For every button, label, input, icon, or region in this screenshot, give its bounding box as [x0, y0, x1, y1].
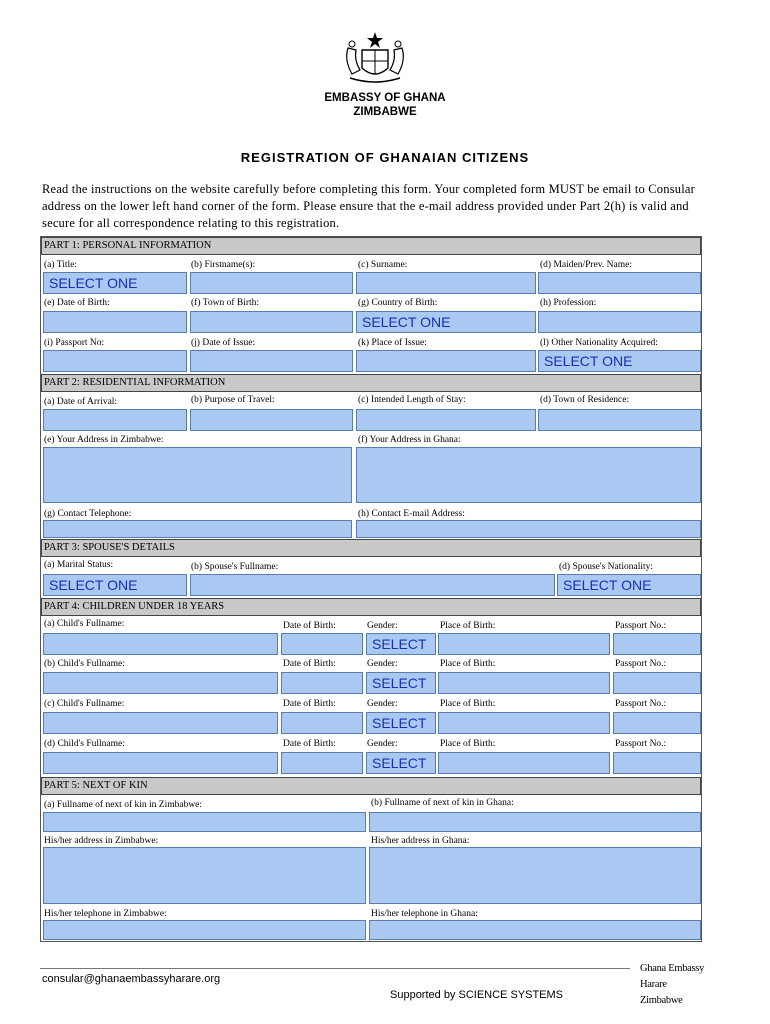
child-d-dob-label: Date of Birth:	[283, 739, 336, 749]
dob-input[interactable]	[43, 311, 187, 333]
child-b-gender-label: Gender:	[367, 659, 398, 669]
country-of-birth-select[interactable]: SELECT ONE	[356, 311, 536, 333]
embassy-name: EMBASSY OF GHANA	[324, 92, 446, 104]
child-d-gender-select[interactable]: SELECT	[366, 752, 436, 774]
arrival-date-label: (a) Date of Arrival:	[44, 397, 118, 407]
part3-heading: PART 3: SPOUSE'S DETAILS	[41, 539, 701, 557]
surname-input[interactable]	[356, 272, 536, 294]
date-of-issue-input[interactable]	[190, 350, 353, 372]
maiden-name-label: (d) Maiden/Prev. Name:	[540, 260, 632, 270]
kin-telephone-ghana-input[interactable]	[369, 920, 701, 940]
child-c-dob-label: Date of Birth:	[283, 699, 336, 709]
address-line-1: Ghana Embassy	[640, 963, 705, 974]
contact-email-label: (h) Contact E-mail Address:	[358, 509, 465, 519]
page-title: REGISTRATION OF GHANAIAN CITIZENS	[240, 150, 530, 165]
town-of-birth-input[interactable]	[190, 311, 353, 333]
other-nationality-select[interactable]: SELECT ONE	[538, 350, 701, 372]
part2-heading: PART 2: RESIDENTIAL INFORMATION	[41, 374, 701, 392]
child-b-dob-label: Date of Birth:	[283, 659, 336, 669]
child-a-passport-input[interactable]	[613, 633, 701, 655]
child-d-pob-input[interactable]	[438, 752, 610, 774]
child-a-dob-input[interactable]	[281, 633, 363, 655]
child-d-dob-input[interactable]	[281, 752, 363, 774]
child-d-label: (d) Child's Fullname:	[44, 739, 125, 749]
kin-ghana-input[interactable]	[369, 812, 701, 832]
passport-input[interactable]	[43, 350, 187, 372]
other-nationality-label: (l) Other Nationality Acquired:	[540, 338, 658, 348]
child-c-passport-label: Passport No.:	[615, 699, 667, 709]
spouse-nationality-label: (d) Spouse's Nationality:	[559, 562, 654, 572]
town-of-residence-input[interactable]	[538, 409, 701, 431]
address-ghana-label: (f) Your Address in Ghana:	[358, 435, 461, 445]
kin-address-zimbabwe-input[interactable]	[43, 847, 366, 904]
child-c-pob-label: Place of Birth:	[440, 699, 496, 709]
dob-label: (e) Date of Birth:	[44, 298, 110, 308]
child-d-pob-label: Place of Birth:	[440, 739, 496, 749]
contact-telephone-input[interactable]	[43, 520, 352, 538]
child-d-passport-label: Passport No.:	[615, 739, 667, 749]
child-b-label: (b) Child's Fullname:	[44, 659, 125, 669]
kin-address-zimbabwe-label: His/her address in Zimbabwe:	[44, 836, 159, 846]
child-b-gender-select[interactable]: SELECT	[366, 672, 436, 694]
child-a-fullname-input[interactable]	[43, 633, 278, 655]
child-d-gender-label: Gender:	[367, 739, 398, 749]
kin-zimbabwe-label: (a) Fullname of next of kin in Zimbabwe:	[44, 800, 203, 810]
registration-form	[40, 236, 702, 942]
marital-status-select[interactable]: SELECT ONE	[43, 574, 187, 596]
kin-zimbabwe-input[interactable]	[43, 812, 366, 832]
part4-heading: PART 4: CHILDREN UNDER 18 YEARS	[41, 598, 701, 616]
length-of-stay-input[interactable]	[356, 409, 536, 431]
kin-address-ghana-input[interactable]	[369, 847, 701, 904]
ghana-coat-of-arms-icon	[340, 30, 410, 90]
child-a-gender-label: Gender:	[367, 621, 398, 631]
child-b-dob-input[interactable]	[281, 672, 363, 694]
address-line-2: Harare	[640, 979, 667, 990]
supported-by: Supported by SCIENCE SYSTEMS	[390, 989, 564, 1001]
child-b-pob-label: Place of Birth:	[440, 659, 496, 669]
child-c-fullname-input[interactable]	[43, 712, 278, 734]
child-c-label: (c) Child's Fullname:	[44, 699, 125, 709]
address-zimbabwe-input[interactable]	[43, 447, 352, 503]
child-c-gender-label: Gender:	[367, 699, 398, 709]
title-label: (a) Title:	[44, 260, 77, 270]
embassy-address	[640, 961, 704, 1009]
passport-label: (i) Passport No:	[44, 338, 105, 348]
embassy-country: ZIMBABWE	[353, 106, 417, 118]
child-a-dob-label: Date of Birth:	[283, 621, 336, 631]
child-a-passport-label: Passport No.:	[615, 621, 667, 631]
town-of-residence-label: (d) Town of Residence:	[540, 395, 630, 405]
instructions-text: Read the instructions on the website carefully before completing this form. Your completed form MUST be email to Consular address on the lower left hand corner of the form. Please ensure that the e-mail address provided under Part 2(h) is valid and secure for all correspondence relating to this registration.	[42, 182, 696, 230]
country-of-birth-label: (g) Country of Birth:	[358, 298, 438, 308]
profession-input[interactable]	[538, 311, 701, 333]
town-of-birth-label: (f) Town of Birth:	[191, 298, 260, 308]
consular-email: consular@ghanaembassyharare.org	[42, 973, 221, 985]
child-c-pob-input[interactable]	[438, 712, 610, 734]
spouse-fullname-input[interactable]	[190, 574, 555, 596]
kin-telephone-zimbabwe-label: His/her telephone in Zimbabwe:	[44, 909, 167, 919]
child-b-passport-label: Passport No.:	[615, 659, 667, 669]
purpose-label: (b) Purpose of Travel:	[191, 395, 275, 405]
kin-address-ghana-label: His/her address in Ghana:	[371, 836, 470, 846]
firstname-label: (b) Firstname(s):	[191, 260, 256, 270]
length-of-stay-label: (c) Intended Length of Stay:	[358, 395, 466, 405]
address-ghana-input[interactable]	[356, 447, 701, 503]
part5-heading: PART 5: NEXT OF KIN	[41, 777, 701, 795]
spouse-nationality-select[interactable]: SELECT ONE	[557, 574, 701, 596]
part1-heading: PART 1: PERSONAL INFORMATION	[41, 237, 701, 255]
place-of-issue-input[interactable]	[356, 350, 536, 372]
child-c-gender-select[interactable]: SELECT	[366, 712, 436, 734]
child-d-passport-input[interactable]	[613, 752, 701, 774]
kin-telephone-zimbabwe-input[interactable]	[43, 920, 366, 940]
footer-divider	[40, 968, 630, 969]
profession-label: (h) Profession:	[540, 298, 597, 308]
surname-label: (c) Surname:	[358, 260, 408, 270]
date-of-issue-label: (j) Date of Issue:	[191, 338, 256, 348]
child-b-pob-input[interactable]	[438, 672, 610, 694]
kin-telephone-ghana-label: His/her telephone in Ghana:	[371, 909, 478, 919]
title-select[interactable]: SELECT ONE	[43, 272, 187, 294]
arrival-date-input[interactable]	[43, 409, 187, 431]
child-b-passport-input[interactable]	[613, 672, 701, 694]
child-c-passport-input[interactable]	[613, 712, 701, 734]
child-a-pob-input[interactable]	[438, 633, 610, 655]
marital-status-label: (a) Marital Status:	[44, 560, 114, 570]
purpose-input[interactable]	[190, 409, 353, 431]
maiden-name-input[interactable]	[538, 272, 701, 294]
address-line-3: Zimbabwe	[640, 995, 683, 1006]
spouse-fullname-label: (b) Spouse's Fullname:	[191, 562, 279, 572]
address-zimbabwe-label: (e) Your Address in Zimbabwe:	[44, 435, 164, 445]
contact-email-input[interactable]	[356, 520, 701, 538]
child-d-fullname-input[interactable]	[43, 752, 278, 774]
firstname-input[interactable]	[190, 272, 353, 294]
child-a-pob-label: Place of Birth:	[440, 621, 496, 631]
child-a-label: (a) Child's Fullname:	[44, 619, 125, 629]
child-c-dob-input[interactable]	[281, 712, 363, 734]
contact-telephone-label: (g) Contact Telephone:	[44, 509, 132, 519]
place-of-issue-label: (k) Place of Issue:	[358, 338, 427, 348]
child-a-gender-select[interactable]: SELECT	[366, 633, 436, 655]
child-b-fullname-input[interactable]	[43, 672, 278, 694]
kin-ghana-label: (b) Fullname of next of kin in Ghana:	[371, 798, 514, 808]
